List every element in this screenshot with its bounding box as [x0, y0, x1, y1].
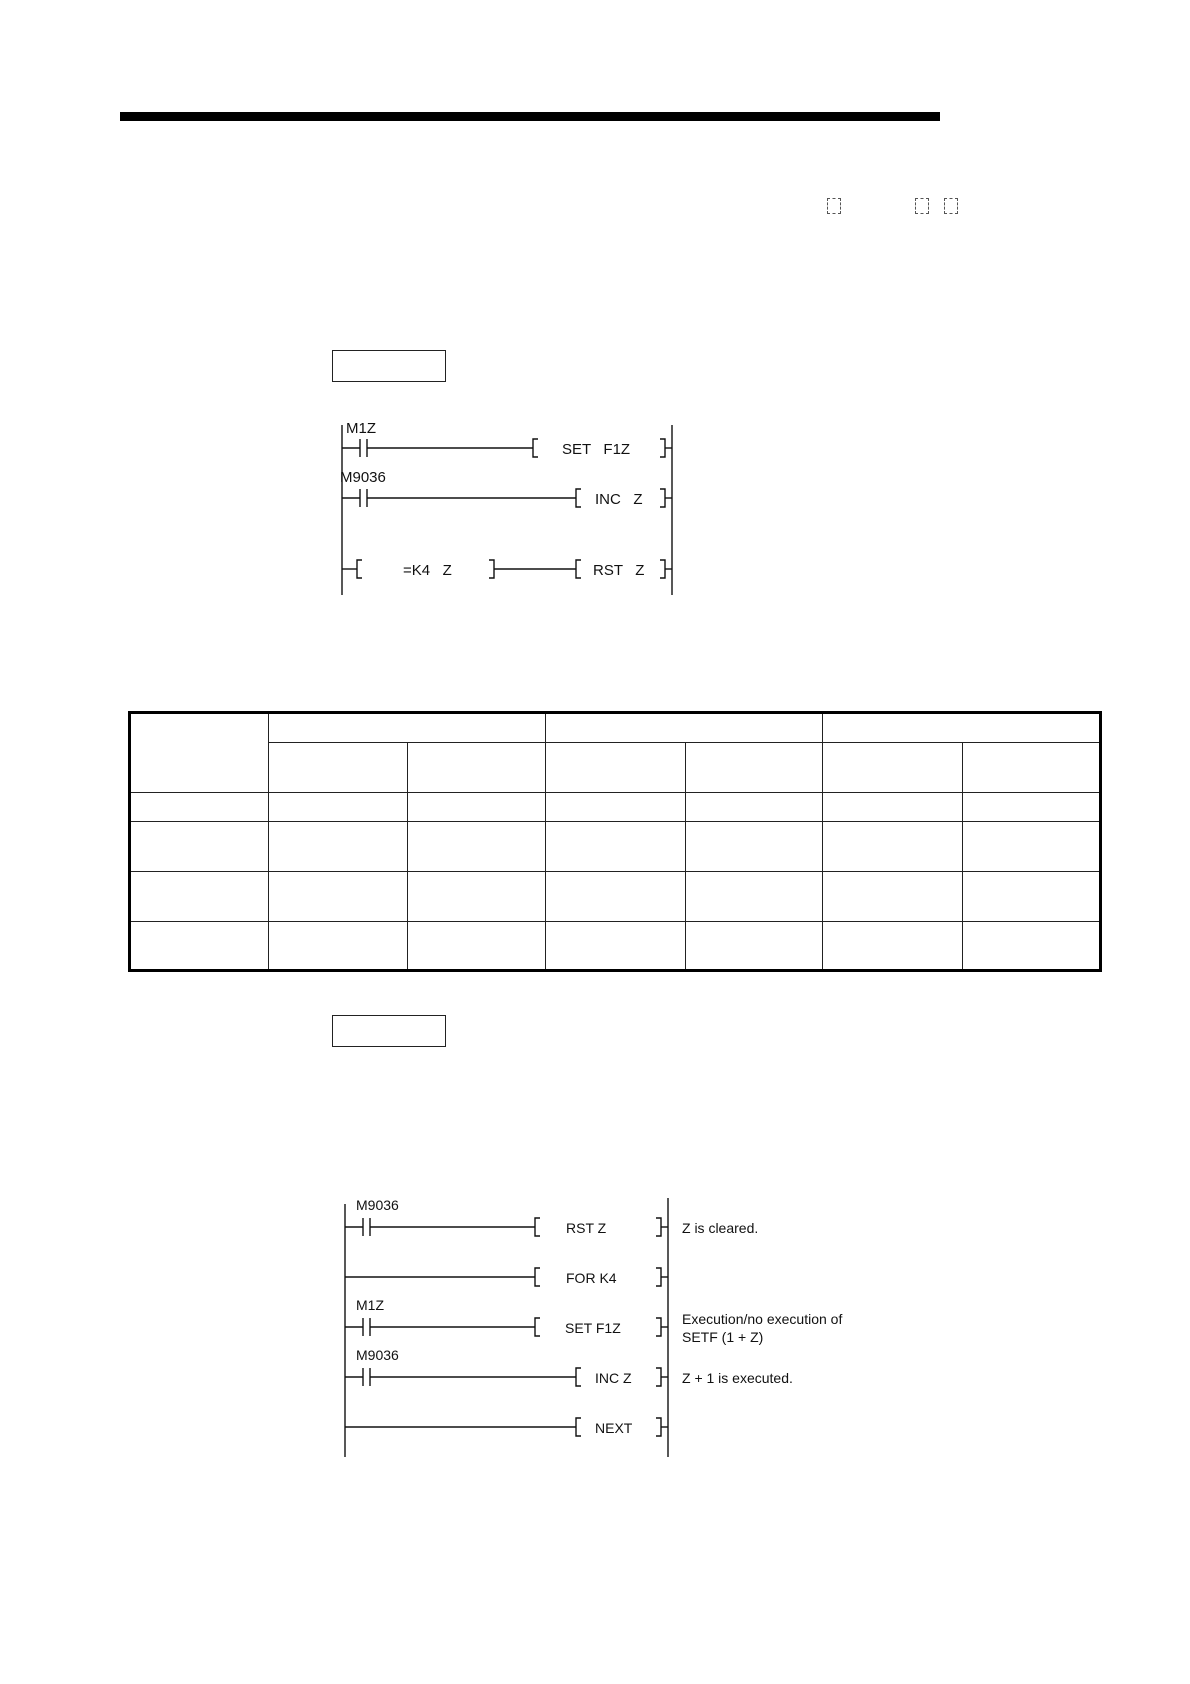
rung2-instruction: FOR K4 [566, 1270, 617, 1286]
table-cell [269, 793, 408, 822]
table-header-cell [130, 713, 269, 793]
table-cell [546, 922, 686, 971]
rung1-contact-label: M1Z [346, 420, 376, 437]
table-cell [546, 872, 686, 922]
table-row [130, 793, 1101, 822]
rung3-instruction: RST Z [593, 562, 645, 579]
rung1-instruction: RST Z [566, 1220, 607, 1236]
table-cell [823, 793, 963, 822]
table-header-cell [546, 713, 823, 743]
rung3-comment-line2: SETF (1 + Z) [682, 1329, 764, 1345]
table-row [130, 872, 1101, 922]
table-subheader-row [130, 743, 1101, 793]
table-cell [823, 872, 963, 922]
rung3-instruction: SET F1Z [565, 1320, 621, 1336]
table-cell [686, 872, 823, 922]
example-label-box-2 [332, 1015, 446, 1047]
table-cell [408, 872, 546, 922]
table-header-cell [963, 743, 1101, 793]
table-cell [823, 822, 963, 872]
rung4-contact-label: M9036 [356, 1347, 399, 1363]
rung1-instruction: SET F1Z [562, 441, 631, 458]
table-cell [269, 922, 408, 971]
rung3-compare: =K4 Z [403, 562, 452, 579]
table-header-cell [823, 743, 963, 793]
table-cell [963, 872, 1101, 922]
rung2-contact-label: M9036 [340, 469, 386, 486]
table-cell [130, 793, 269, 822]
rung1-comment: Z is cleared. [682, 1220, 759, 1236]
table-cell [408, 922, 546, 971]
table-header-cell [546, 743, 686, 793]
rung2-instruction: INC Z [595, 491, 643, 508]
rung5-instruction: NEXT [595, 1420, 633, 1436]
table-row [130, 822, 1101, 872]
table-cell [546, 793, 686, 822]
table-cell [686, 822, 823, 872]
table-cell [408, 793, 546, 822]
table-header-cell [269, 743, 408, 793]
table-cell [823, 922, 963, 971]
table-header-row [130, 713, 1101, 743]
table-header-cell [823, 713, 1101, 743]
table-cell [963, 922, 1101, 971]
placeholder-box-3 [944, 198, 958, 214]
table-row [130, 922, 1101, 971]
rung1-contact-label: M9036 [356, 1197, 399, 1213]
rung3-comment-line1: Execution/no execution of [682, 1311, 843, 1327]
table-cell [546, 822, 686, 872]
table-cell [963, 822, 1101, 872]
table-cell [130, 872, 269, 922]
rung4-comment: Z + 1 is executed. [682, 1370, 793, 1386]
table-cell [686, 793, 823, 822]
table-cell [269, 822, 408, 872]
data-table [128, 711, 1102, 972]
table-cell [130, 922, 269, 971]
table-cell [686, 922, 823, 971]
rung4-instruction: INC Z [595, 1370, 632, 1386]
header-rule [120, 112, 940, 121]
table-cell [130, 822, 269, 872]
table-cell [408, 822, 546, 872]
placeholder-box-1 [827, 198, 841, 214]
placeholder-box-2 [915, 198, 929, 214]
ladder-diagram-2 [330, 1192, 890, 1462]
table-cell [963, 793, 1101, 822]
example-label-box-1 [332, 350, 446, 382]
rung3-contact-label: M1Z [356, 1297, 384, 1313]
table-header-cell [269, 713, 546, 743]
table-cell [269, 872, 408, 922]
ladder-diagram-1 [330, 415, 690, 600]
table-header-cell [686, 743, 823, 793]
table-header-cell [408, 743, 546, 793]
